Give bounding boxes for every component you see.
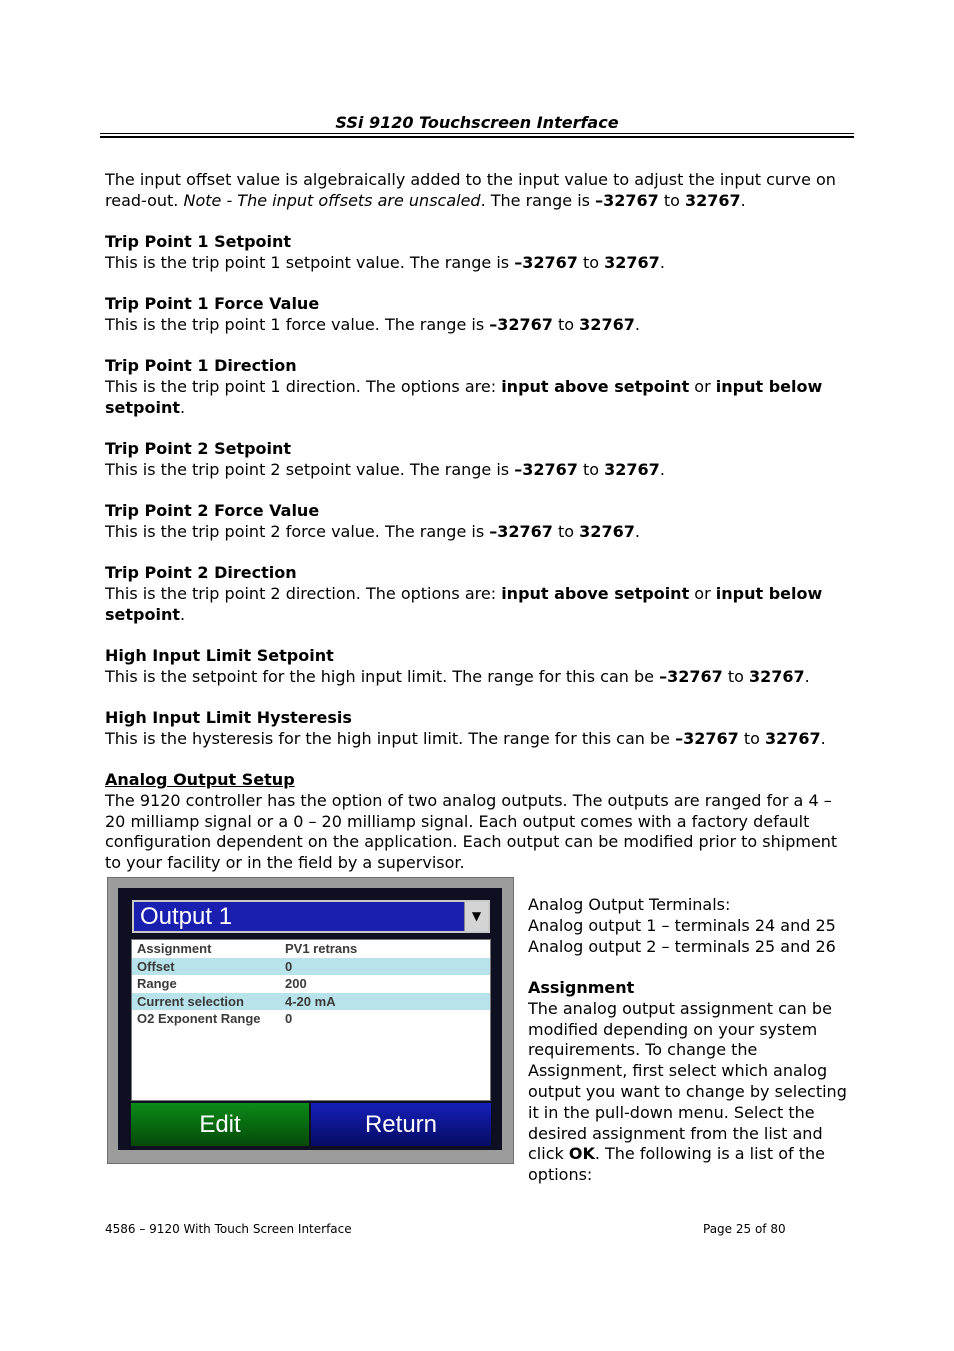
section-heading: Trip Point 2 Force Value <box>105 501 320 520</box>
footer-page-number: Page 25 of 80 <box>703 1222 786 1236</box>
list-item-label: Range <box>137 976 177 991</box>
section-heading: High Input Limit Hysteresis <box>105 708 352 727</box>
assignment-body: The analog output assignment can be modified depending on your system requirements. To change the Assignment, first select which analog output you want to change by selecting it in the pull-down menu. Select the desired assignment from the list and click OK. The following is a list of the options: <box>528 998 847 1185</box>
terminals-title: Analog Output Terminals: <box>528 895 731 914</box>
chevron-down-icon[interactable]: ▼ <box>464 902 488 931</box>
output-select-value: Output 1 <box>140 903 233 930</box>
terminals-block <box>528 895 853 957</box>
section-body: This is the trip point 1 setpoint value. The range is –32767 to 32767. <box>105 252 665 272</box>
list-item-label: Offset <box>137 958 175 974</box>
settings-list <box>131 939 491 1101</box>
section-trip-point-1-force-value <box>105 294 855 336</box>
list-item-assignment[interactable] <box>132 940 490 958</box>
section-heading: Trip Point 2 Direction <box>105 563 297 582</box>
assignment-heading: Assignment <box>528 978 635 997</box>
section-body: This is the setpoint for the high input limit. The range for this can be –32767 to 32767. <box>105 666 810 686</box>
section-heading: Analog Output Setup <box>105 770 295 789</box>
section-heading: Trip Point 1 Direction <box>105 356 297 375</box>
edit-button[interactable]: Edit <box>131 1103 309 1146</box>
section-trip-point-2-setpoint <box>105 439 855 481</box>
list-item-label: O2 Exponent Range <box>137 1011 261 1026</box>
section-body: This is the trip point 1 force value. The range is –32767 to 32767. <box>105 314 640 334</box>
return-button[interactable]: Return <box>311 1103 491 1146</box>
list-item-value: 200 <box>285 976 307 991</box>
screen-panel <box>118 888 502 1150</box>
output-select-dropdown[interactable] <box>132 900 490 933</box>
list-item-label: Current selection <box>137 993 244 1009</box>
section-heading: Trip Point 2 Setpoint <box>105 439 292 458</box>
section-body: This is the trip point 1 direction. The options are: input above setpoint or input below setpoint. <box>105 376 823 417</box>
section-heading: High Input Limit Setpoint <box>105 646 334 665</box>
section-heading: Trip Point 1 Setpoint <box>105 232 292 251</box>
section-analog-output-setup <box>105 770 855 874</box>
list-item-offset[interactable] <box>132 958 490 976</box>
list-item-label: Assignment <box>137 941 212 956</box>
output-screen-screenshot <box>107 877 514 1164</box>
assignment-block <box>528 978 853 1186</box>
terminal-line-1: Analog output 1 – terminals 24 and 25 <box>528 915 836 935</box>
section-body: This is the hysteresis for the high input limit. The range for this can be –32767 to 32767. <box>105 728 826 748</box>
section-trip-point-1-setpoint <box>105 232 855 274</box>
list-item-o2-exponent-range[interactable] <box>132 1010 490 1028</box>
list-item-value: 4-20 mA <box>285 993 336 1009</box>
section-body: This is the trip point 2 direction. The options are: input above setpoint or input below setpoint. <box>105 583 823 624</box>
section-body: This is the trip point 2 force value. The range is –32767 to 32767. <box>105 521 640 541</box>
section-body: The 9120 controller has the option of two analog outputs. The outputs are ranged for a 4 – 20 milliamp signal or a 0 – 20 milliamp signal. Each output comes with a factory default configuration dependent on the application. Each output can be modified prior to shipment to your facility or in the field by a supervisor. <box>105 790 838 873</box>
section-trip-point-2-direction <box>105 563 855 625</box>
list-item-value: 0 <box>285 958 293 974</box>
list-item-value: 0 <box>285 1011 293 1026</box>
section-heading: Trip Point 1 Force Value <box>105 294 320 313</box>
section-body: This is the trip point 2 setpoint value. The range is –32767 to 32767. <box>105 459 665 479</box>
section-high-input-limit-hysteresis <box>105 708 855 750</box>
list-item-current-selection[interactable] <box>132 993 490 1011</box>
section-trip-point-2-force-value <box>105 501 855 543</box>
section-high-input-limit-setpoint <box>105 646 855 688</box>
page-header-title: SSi 9120 Touchscreen Interface <box>335 113 619 132</box>
footer-document-id: 4586 – 9120 With Touch Screen Interface <box>105 1222 352 1236</box>
intro-paragraph: The input offset value is algebraically added to the input value to adjust the input curve on read-out. Note - The input offsets are unscaled. The range is –32767 to 32767. <box>105 170 836 210</box>
list-item-value: PV1 retrans <box>285 941 358 956</box>
header-rule <box>100 133 854 134</box>
header-rule-thick <box>100 136 854 138</box>
terminal-line-2: Analog output 2 – terminals 25 and 26 <box>528 936 836 956</box>
list-item-range[interactable] <box>132 975 490 993</box>
section-trip-point-1-direction <box>105 356 855 418</box>
